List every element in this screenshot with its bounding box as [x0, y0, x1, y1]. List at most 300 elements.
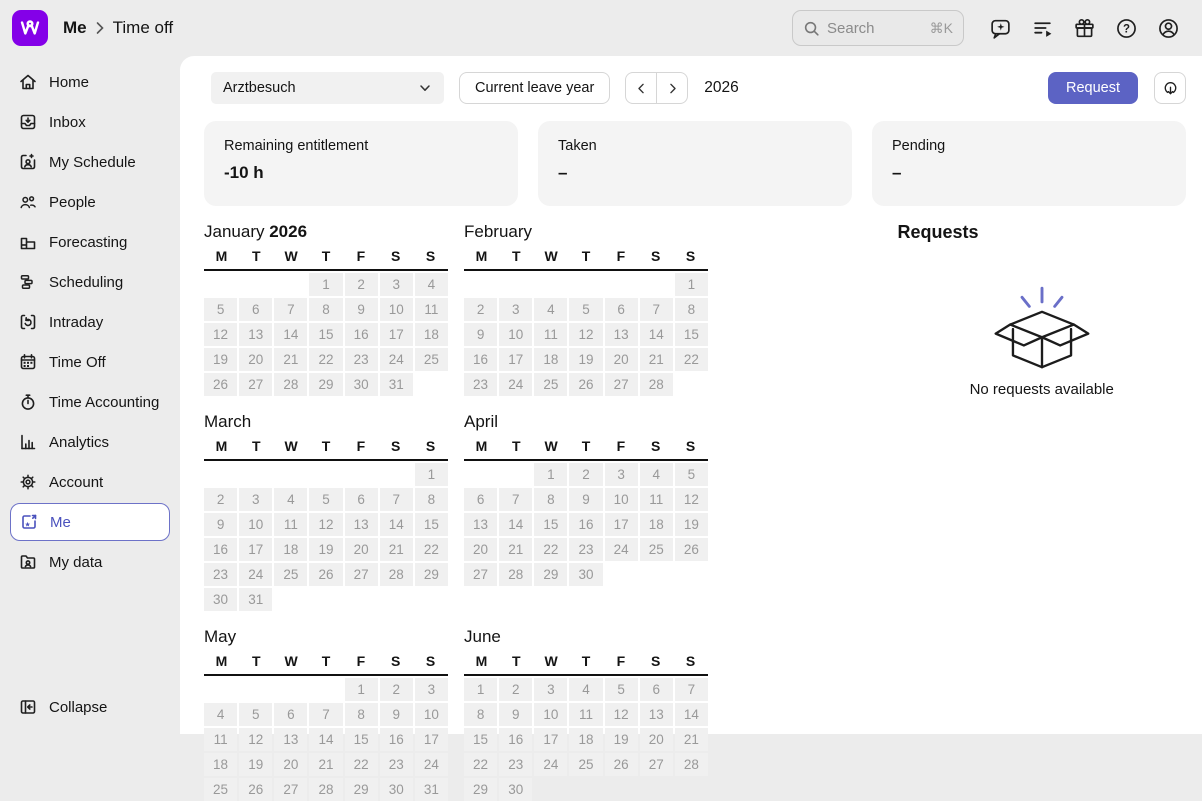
- breadcrumb-page: Time off: [112, 18, 174, 37]
- day-cell: 28: [499, 563, 532, 586]
- day-cell: 16: [464, 348, 497, 371]
- sidebar-item-label: Me: [50, 513, 71, 531]
- empty-day-cell: [345, 463, 378, 486]
- day-cell: 23: [569, 538, 602, 561]
- day-cell: 13: [345, 513, 378, 536]
- day-cell: 28: [675, 753, 708, 776]
- weekday-label: S: [685, 248, 696, 264]
- day-cell: 3: [239, 488, 272, 511]
- day-cell: 30: [345, 373, 378, 396]
- day-cell: 25: [569, 753, 602, 776]
- day-cell: 29: [464, 778, 497, 801]
- day-cell: 15: [415, 513, 448, 536]
- day-cell: 15: [345, 728, 378, 751]
- sidebar-item-label: Time Off: [49, 353, 106, 371]
- day-cell: 6: [464, 488, 497, 511]
- day-cell: 17: [534, 728, 567, 751]
- day-cell: 8: [309, 298, 342, 321]
- day-cell: 14: [380, 513, 413, 536]
- sidebar-item-label: My data: [49, 553, 103, 571]
- weekday-label: M: [215, 438, 228, 454]
- day-cell: 12: [239, 728, 272, 751]
- day-cell: 11: [534, 323, 567, 346]
- weekday-label: T: [581, 248, 591, 264]
- day-cell: 23: [204, 563, 237, 586]
- remaining-entitlement-card: [204, 121, 518, 206]
- stopwatch-icon: [18, 392, 38, 412]
- day-cell: 27: [345, 563, 378, 586]
- days-grid: [204, 273, 448, 396]
- day-cell: 3: [380, 273, 413, 296]
- day-cell: 2: [204, 488, 237, 511]
- day-cell: 24: [239, 563, 272, 586]
- day-cell: 20: [605, 348, 638, 371]
- day-cell: 7: [675, 678, 708, 701]
- day-cell: 25: [204, 778, 237, 801]
- empty-day-cell: [274, 273, 307, 296]
- weekday-label: S: [685, 438, 696, 454]
- activity-log-button[interactable]: [1022, 8, 1062, 48]
- day-cell: 26: [204, 373, 237, 396]
- day-cell: 7: [309, 703, 342, 726]
- month-may: [204, 627, 448, 801]
- month-title: January 2026: [204, 222, 308, 241]
- empty-day-cell: [204, 463, 237, 486]
- day-cell: 18: [534, 348, 567, 371]
- day-cell: 5: [675, 463, 708, 486]
- search-shortcut-hint: ⌘K: [929, 19, 953, 36]
- search-box[interactable]: [792, 10, 964, 46]
- day-cell: 21: [274, 348, 307, 371]
- sidebar-item-time-off[interactable]: [10, 342, 170, 382]
- day-cell: 28: [274, 373, 307, 396]
- current-leave-year-button[interactable]: Current leave year: [459, 72, 610, 104]
- svg-text:?: ?: [1122, 23, 1130, 36]
- empty-day-cell: [464, 463, 497, 486]
- day-cell: 12: [605, 703, 638, 726]
- logo-w-icon: [17, 15, 43, 41]
- day-cell: 29: [415, 563, 448, 586]
- home-icon: [18, 72, 38, 92]
- weekday-label: T: [321, 438, 331, 454]
- weekday-label: M: [475, 438, 488, 454]
- weekday-label: F: [356, 653, 366, 669]
- leave-type-value: Arztbesuch: [223, 80, 296, 96]
- weekday-label: F: [616, 653, 626, 669]
- day-cell: 11: [569, 703, 602, 726]
- day-cell: 3: [499, 298, 532, 321]
- card-value: -10 h: [224, 163, 264, 182]
- sidebar-item-label: Home: [49, 73, 90, 91]
- day-cell: 27: [605, 373, 638, 396]
- day-cell: 1: [534, 463, 567, 486]
- weekday-label: F: [356, 438, 366, 454]
- day-cell: 21: [675, 728, 708, 751]
- day-cell: 26: [239, 778, 272, 801]
- day-cell: 17: [499, 348, 532, 371]
- day-cell: 26: [605, 753, 638, 776]
- weekday-label: W: [284, 653, 298, 669]
- day-cell: 17: [605, 513, 638, 536]
- month-title: May: [204, 627, 237, 646]
- day-cell: 9: [204, 513, 237, 536]
- requests-panel: [897, 222, 1186, 801]
- taken-card: [538, 121, 852, 206]
- day-cell: 22: [534, 538, 567, 561]
- day-cell: 7: [499, 488, 532, 511]
- day-cell: 1: [675, 273, 708, 296]
- topbar: [0, 0, 1202, 56]
- month-title: June: [464, 627, 501, 646]
- day-cell: 23: [345, 348, 378, 371]
- day-cell: 15: [464, 728, 497, 751]
- day-cell: 14: [675, 703, 708, 726]
- day-cell: 20: [239, 348, 272, 371]
- day-cell: 10: [499, 323, 532, 346]
- day-cell: 11: [640, 488, 673, 511]
- help-button[interactable]: [1106, 8, 1146, 48]
- weekday-header: [204, 438, 448, 461]
- day-cell: 26: [569, 373, 602, 396]
- day-cell: 26: [675, 538, 708, 561]
- day-cell: 8: [464, 703, 497, 726]
- day-cell: 6: [345, 488, 378, 511]
- chevron-down-icon: [418, 81, 432, 95]
- empty-day-cell: [204, 678, 237, 701]
- empty-box-icon: [983, 277, 1101, 373]
- day-cell: 2: [569, 463, 602, 486]
- assistant-button[interactable]: [980, 8, 1020, 48]
- leave-type-dropdown[interactable]: [211, 72, 444, 104]
- day-cell: 7: [380, 488, 413, 511]
- sidebar-item-label: Inbox: [49, 113, 86, 131]
- day-cell: 25: [640, 538, 673, 561]
- day-cell: 23: [464, 373, 497, 396]
- weekday-label: T: [251, 248, 261, 264]
- month-february: [464, 222, 708, 396]
- sidebar-item-people[interactable]: [10, 182, 170, 222]
- weekday-label: S: [651, 438, 661, 454]
- weekday-label: T: [321, 653, 331, 669]
- day-cell: 15: [534, 513, 567, 536]
- day-cell: 5: [309, 488, 342, 511]
- day-cell: 27: [274, 778, 307, 801]
- app-logo[interactable]: [12, 10, 48, 46]
- lower-region: [204, 222, 1186, 801]
- sidebar-item-intraday[interactable]: [10, 302, 170, 342]
- main-content: [180, 56, 1202, 797]
- day-cell: 27: [640, 753, 673, 776]
- weekday-header: [464, 438, 708, 461]
- request-button[interactable]: Request: [1048, 72, 1138, 104]
- breadcrumb-section[interactable]: Me: [63, 18, 87, 37]
- day-cell: 10: [380, 298, 413, 321]
- day-cell: 18: [569, 728, 602, 751]
- chevron-left-icon: [635, 82, 648, 95]
- card-label: Taken: [558, 138, 597, 154]
- sidebar-item-label: Time Accounting: [49, 393, 160, 411]
- sidebar-item-home[interactable]: [10, 62, 170, 102]
- day-cell: 4: [640, 463, 673, 486]
- day-cell: 18: [274, 538, 307, 561]
- day-cell: 11: [204, 728, 237, 751]
- empty-day-cell: [239, 463, 272, 486]
- day-cell: 10: [415, 703, 448, 726]
- day-cell: 15: [309, 323, 342, 346]
- day-cell: 19: [605, 728, 638, 751]
- day-cell: 14: [274, 323, 307, 346]
- time-off-calendar-icon: [18, 352, 38, 372]
- day-cell: 24: [499, 373, 532, 396]
- empty-day-cell: [569, 273, 602, 296]
- weekday-label: W: [544, 438, 558, 454]
- day-cell: 26: [309, 563, 342, 586]
- weekday-label: S: [391, 653, 401, 669]
- day-cell: 18: [204, 753, 237, 776]
- inbox-icon: [18, 112, 38, 132]
- month-title: February: [464, 222, 533, 241]
- chevron-right-icon: [666, 82, 679, 95]
- empty-day-cell: [380, 463, 413, 486]
- sidebar-item-my-schedule[interactable]: [10, 142, 170, 182]
- sidebar-item-time-accounting[interactable]: [10, 382, 170, 422]
- day-cell: 20: [345, 538, 378, 561]
- day-cell: 4: [274, 488, 307, 511]
- day-cell: 9: [345, 298, 378, 321]
- day-cell: 14: [640, 323, 673, 346]
- breadcrumb: [63, 18, 173, 38]
- day-cell: 16: [345, 323, 378, 346]
- month-june: [464, 627, 708, 801]
- day-cell: 3: [415, 678, 448, 701]
- days-grid: [204, 463, 448, 611]
- chat-sparkle-icon: [989, 17, 1012, 40]
- day-cell: 18: [640, 513, 673, 536]
- empty-day-cell: [605, 273, 638, 296]
- day-cell: 5: [605, 678, 638, 701]
- list-play-icon: [1031, 17, 1054, 40]
- search-icon: [803, 20, 820, 37]
- empty-day-cell: [309, 678, 342, 701]
- collapse-label: Collapse: [49, 698, 108, 716]
- current-year-label: 2026: [704, 79, 739, 96]
- day-cell: 2: [464, 298, 497, 321]
- day-cell: 25: [274, 563, 307, 586]
- search-input[interactable]: [827, 20, 913, 37]
- day-cell: 24: [380, 348, 413, 371]
- time-off-toolbar: [211, 72, 1186, 104]
- me-calendar-star-icon: [19, 512, 39, 532]
- day-cell: 13: [274, 728, 307, 751]
- weekday-label: T: [511, 653, 521, 669]
- day-cell: 2: [499, 678, 532, 701]
- whats-new-button[interactable]: [1064, 8, 1104, 48]
- empty-day-cell: [640, 273, 673, 296]
- day-cell: 30: [499, 778, 532, 801]
- day-cell: 25: [534, 373, 567, 396]
- day-cell: 7: [274, 298, 307, 321]
- download-circle-icon: [1161, 79, 1180, 98]
- sidebar-item-analytics[interactable]: [10, 422, 170, 462]
- weekday-label: M: [215, 248, 228, 264]
- weekday-label: S: [425, 653, 436, 669]
- day-cell: 18: [415, 323, 448, 346]
- day-cell: 31: [380, 373, 413, 396]
- day-cell: 11: [415, 298, 448, 321]
- day-cell: 24: [415, 753, 448, 776]
- day-cell: 8: [534, 488, 567, 511]
- day-cell: 14: [499, 513, 532, 536]
- day-cell: 3: [534, 678, 567, 701]
- sidebar-collapse-button[interactable]: [10, 688, 170, 726]
- day-cell: 9: [499, 703, 532, 726]
- day-cell: 17: [380, 323, 413, 346]
- weekday-label: S: [651, 248, 661, 264]
- day-cell: 4: [204, 703, 237, 726]
- day-cell: 23: [499, 753, 532, 776]
- day-cell: 5: [239, 703, 272, 726]
- day-cell: 10: [605, 488, 638, 511]
- month-title: March: [204, 412, 252, 431]
- intraday-icon: [18, 312, 38, 332]
- day-cell: 2: [345, 273, 378, 296]
- empty-day-cell: [239, 678, 272, 701]
- sidebar-item-my-data[interactable]: [10, 542, 170, 582]
- day-cell: 20: [274, 753, 307, 776]
- weekday-label: S: [685, 653, 696, 669]
- day-cell: 5: [569, 298, 602, 321]
- sidebar-item-label: Analytics: [49, 433, 110, 451]
- card-label: Pending: [892, 138, 946, 154]
- day-cell: 29: [345, 778, 378, 801]
- profile-button[interactable]: [1148, 8, 1188, 48]
- day-cell: 17: [415, 728, 448, 751]
- my-data-folder-icon: [18, 552, 38, 572]
- pending-card: [872, 121, 1186, 206]
- sidebar-item-label: Account: [49, 473, 104, 491]
- day-cell: 31: [239, 588, 272, 611]
- weekday-header: [204, 653, 448, 676]
- day-cell: 16: [499, 728, 532, 751]
- requests-empty-state: [897, 277, 1186, 398]
- breadcrumb-separator-icon: [95, 21, 105, 35]
- day-cell: 31: [415, 778, 448, 801]
- day-cell: 15: [675, 323, 708, 346]
- day-cell: 21: [640, 348, 673, 371]
- sidebar-item-inbox[interactable]: [10, 102, 170, 142]
- day-cell: 9: [464, 323, 497, 346]
- months-grid: [204, 222, 709, 801]
- day-cell: 9: [569, 488, 602, 511]
- day-cell: 24: [534, 753, 567, 776]
- day-cell: 22: [309, 348, 342, 371]
- empty-day-cell: [274, 678, 307, 701]
- weekday-label: F: [616, 438, 626, 454]
- weekday-label: W: [544, 653, 558, 669]
- days-grid: [464, 273, 708, 396]
- day-cell: 25: [415, 348, 448, 371]
- month-march: [204, 412, 448, 611]
- day-cell: 28: [380, 563, 413, 586]
- weekday-header: [464, 653, 708, 676]
- day-cell: 19: [569, 348, 602, 371]
- day-cell: 13: [640, 703, 673, 726]
- weekday-label: S: [651, 653, 661, 669]
- day-cell: 21: [380, 538, 413, 561]
- sidebar-item-forecasting[interactable]: [10, 222, 170, 262]
- day-cell: 1: [415, 463, 448, 486]
- sidebar-item-account[interactable]: [10, 462, 170, 502]
- day-cell: 7: [640, 298, 673, 321]
- weekday-label: F: [616, 248, 626, 264]
- day-cell: 12: [309, 513, 342, 536]
- empty-day-cell: [204, 273, 237, 296]
- requests-empty-message: No requests available: [969, 381, 1114, 398]
- previous-year-button[interactable]: [626, 73, 657, 103]
- day-cell: 19: [675, 513, 708, 536]
- day-cell: 1: [309, 273, 342, 296]
- days-grid: [464, 678, 708, 801]
- weekday-label: T: [581, 653, 591, 669]
- weekday-label: T: [321, 248, 331, 264]
- day-cell: 4: [534, 298, 567, 321]
- sidebar-item-scheduling[interactable]: [10, 262, 170, 302]
- month-april: [464, 412, 708, 586]
- weekday-label: W: [544, 248, 558, 264]
- requests-title: Requests: [897, 222, 979, 242]
- people-icon: [18, 192, 38, 212]
- next-year-button[interactable]: [657, 73, 687, 103]
- sidebar-item-label: Forecasting: [49, 233, 128, 251]
- summary-cards: [204, 121, 1186, 206]
- weekday-label: S: [391, 248, 401, 264]
- help-icon: [1115, 17, 1138, 40]
- day-cell: 6: [274, 703, 307, 726]
- day-cell: 8: [675, 298, 708, 321]
- export-button[interactable]: [1154, 72, 1186, 104]
- weekday-label: T: [511, 438, 521, 454]
- days-grid: [204, 678, 448, 801]
- weekday-header: [204, 248, 448, 271]
- day-cell: 29: [534, 563, 567, 586]
- weekday-label: W: [284, 248, 298, 264]
- day-cell: 22: [345, 753, 378, 776]
- sidebar-item-label: My Schedule: [49, 153, 136, 171]
- day-cell: 6: [605, 298, 638, 321]
- days-grid: [464, 463, 708, 586]
- day-cell: 16: [569, 513, 602, 536]
- day-cell: 13: [239, 323, 272, 346]
- day-cell: 11: [274, 513, 307, 536]
- card-label: Remaining entitlement: [224, 138, 369, 154]
- sidebar-item-me[interactable]: [10, 503, 170, 541]
- empty-day-cell: [499, 463, 532, 486]
- weekday-label: S: [425, 248, 436, 264]
- day-cell: 2: [380, 678, 413, 701]
- sidebar-item-label: People: [49, 193, 96, 211]
- gear-icon: [18, 472, 38, 492]
- day-cell: 3: [605, 463, 638, 486]
- empty-day-cell: [274, 463, 307, 486]
- sidebar-item-label: Intraday: [49, 313, 104, 331]
- day-cell: 16: [204, 538, 237, 561]
- gift-icon: [1073, 17, 1096, 40]
- day-cell: 5: [204, 298, 237, 321]
- weekday-label: M: [475, 248, 488, 264]
- day-cell: 27: [464, 563, 497, 586]
- weekday-label: T: [581, 438, 591, 454]
- weekday-label: F: [356, 248, 366, 264]
